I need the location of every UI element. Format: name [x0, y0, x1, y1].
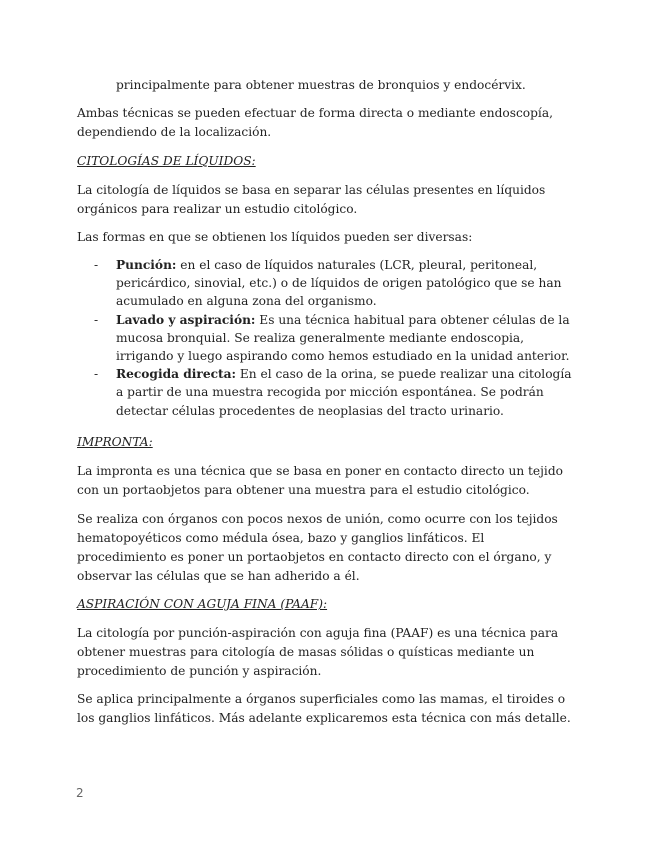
paragraph-impronta-definition: La impronta es una técnica que se basa en poner en contacto directo un tejido con un portaobjetos para obtener una muestra para el estudio citológico.: [77, 464, 563, 497]
bullet-dash: -: [94, 367, 99, 382]
list-item-text: En el caso de la orina, se puede realizar una citología a partir de una muestra recogida por micción espontánea. Se podrán detectar células procedentes de neoplasias del tracto urinario.: [116, 367, 572, 418]
bullet-dash: -: [94, 258, 99, 272]
list-item-term: Lavado y aspiración:: [116, 312, 256, 327]
list-item-puncion: [77, 256, 577, 311]
paragraph-ambas-tecnicas: Ambas técnicas se pueden efectuar de forma directa o mediante endoscopía, dependiendo de la localización.: [77, 106, 553, 139]
heading-citologias-de-liquidos: CITOLOGÍAS DE LÍQUIDOS:: [77, 154, 256, 168]
heading-paaf: ASPIRACIÓN CON AGUJA FINA (PAAF):: [77, 597, 328, 611]
list-item-text: en el caso de líquidos naturales (LCR, pleural, peritoneal, pericárdico, sinovial, etc.) o de líquidos de origen patológico que se han acumulado en alguna zona del organismo.: [116, 258, 562, 309]
paragraph-liquidos-formas: Las formas en que se obtienen los líquidos pueden ser diversas:: [77, 230, 473, 244]
paragraph-paaf-application: Se aplica principalmente a órganos superficiales como las mamas, el tiroides o los ganglios linfáticos. Más adelante explicaremos esta técnica con más detalle.: [77, 692, 571, 725]
paragraph-liquidos-definition: La citología de líquidos se basa en separar las células presentes en líquidos orgánicos para realizar un estudio citológico.: [77, 183, 546, 216]
list-item-recogida-directa: [77, 365, 577, 420]
list-item-lavado-aspiracion: [77, 311, 577, 366]
list-item-term: Recogida directa:: [116, 367, 237, 382]
bullet-dash: -: [94, 312, 99, 327]
list-item-term: Punción:: [116, 258, 177, 272]
page-number: 2: [76, 786, 84, 800]
paragraph-paaf-definition: La citología por punción-aspiración con aguja fina (PAAF) es una técnica para obtener muestras para citología de masas sólidas o quísticas mediante un procedimiento de punción y aspiración.: [77, 626, 559, 678]
liquidos-methods-list: [77, 256, 577, 420]
heading-impronta: IMPRONTA:: [77, 435, 153, 449]
paragraph-impronta-procedure: Se realiza con órganos con pocos nexos de unión, como ocurre con los tejidos hematopoyéticos como médula ósea, bazo y ganglios linfáticos. El procedimiento es poner un portaobjetos en contacto directo con el órgano, y observar las células que se han adherido a él.: [77, 512, 558, 583]
paragraph-intro-continued: principalmente para obtener muestras de bronquios y endocérvix.: [116, 78, 526, 92]
list-item-text: Es una técnica habitual para obtener células de la mucosa bronquial. Se realiza generalmente mediante endoscopia, irrigando y luego aspirando como hemos estudiado en la unidad anterior.: [116, 312, 570, 364]
